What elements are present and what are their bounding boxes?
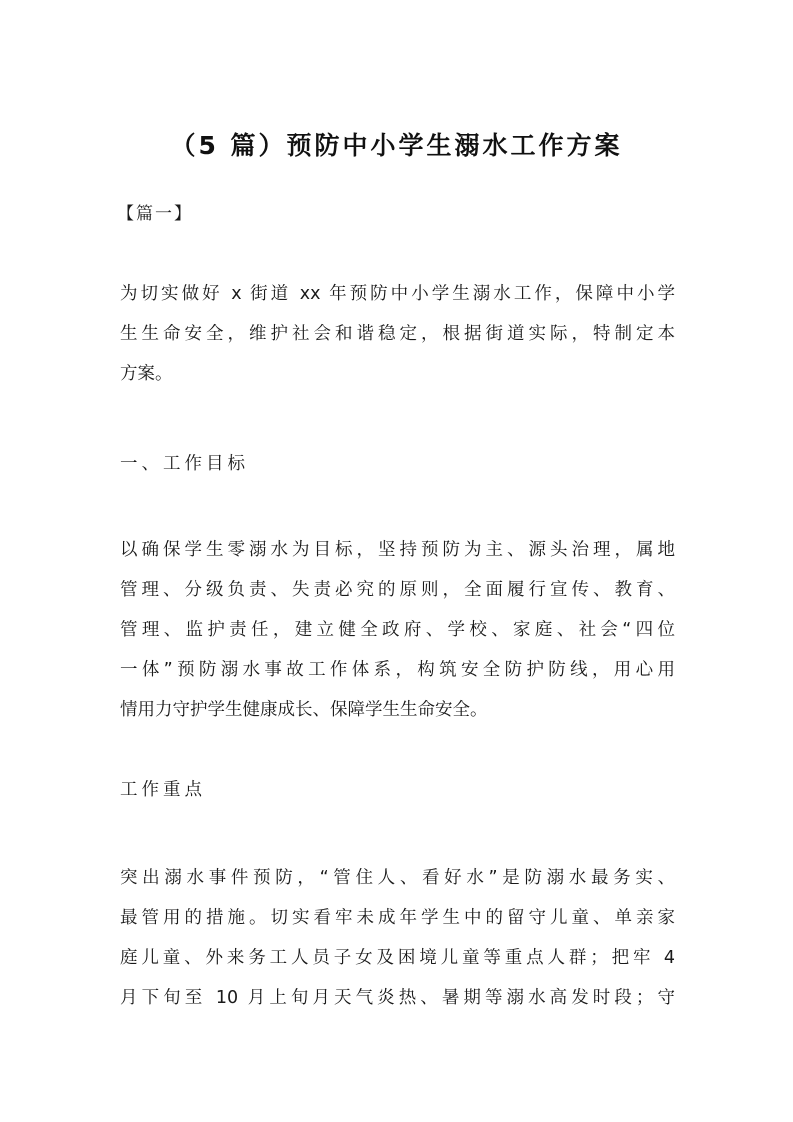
paragraph-line: 管理、分级负责、失责必究的原则，全面履行宣传、教育、 <box>120 580 675 600</box>
document-title: （5 篇）预防中小学生溺水工作方案 <box>170 131 623 160</box>
paragraph-line: 一体”预防溺水事故工作体系，构筑安全防护防线，用心用 <box>120 660 675 680</box>
paragraph-line: 方案。 <box>120 364 173 384</box>
intro-paragraph <box>120 274 675 394</box>
focus-paragraph <box>120 858 675 1018</box>
section-tag: 【篇一】 <box>117 204 193 224</box>
paragraph-line: 庭儿童、外来务工人员子女及困境儿童等重点人群；把牢 4 <box>120 948 675 968</box>
paragraph-line: 生生命安全，维护社会和谐稳定，根据街道实际，特制定本 <box>120 324 675 344</box>
section-heading-goals: 一、工作目标 <box>120 454 249 474</box>
paragraph-line: 以确保学生零溺水为目标，坚持预防为主、源头治理，属地 <box>120 540 675 560</box>
paragraph-line: 为切实做好 x 街道 xx 年预防中小学生溺水工作，保障中小学 <box>120 284 675 304</box>
paragraph-line: 月下旬至 10 月上旬月天气炎热、暑期等溺水高发时段；守 <box>120 988 675 1008</box>
paragraph-line: 突出溺水事件预防，“管住人、看好水”是防溺水最务实、 <box>120 868 675 888</box>
goals-paragraph <box>120 530 675 730</box>
section-heading-focus: 工作重点 <box>120 780 206 800</box>
paragraph-line: 管理、监护责任，建立健全政府、学校、家庭、社会“四位 <box>120 620 675 640</box>
paragraph-line: 最管用的措施。切实看牢未成年学生中的留守儿童、单亲家 <box>120 908 675 928</box>
paragraph-line: 情用力守护学生健康成长、保障学生生命安全。 <box>120 700 488 720</box>
